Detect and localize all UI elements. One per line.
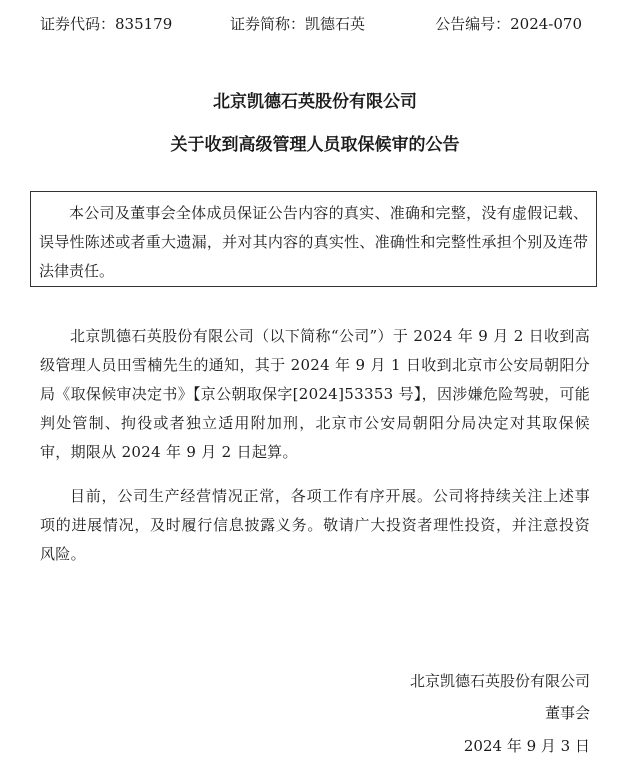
- paragraph-text: 北京凯德石英股份有限公司（以下简称“公司”）于 2024 年 9 月 2 日收到高级管理人员田雪楠先生的通知，其于 2024 年 9 月 1 日收到北京市公安局朝阳分局《取保候审决定书》【京公朝取保字[2024]53353 号】，因涉嫌危险驾驶，可能判处管制、拘役或者独立适用附加刑，北京市公安局朝阳分局决定对其取保候审，期限从 2024 年 9 月 2 日起算。: [40, 327, 590, 461]
- paragraph-text: 目前，公司生产经营情况正常，各项工作有序开展。公司将持续关注上述事项的进展情况，及时履行信息披露义务。敬请广大投资者理性投资，并注意投资风险。: [40, 487, 590, 563]
- disclaimer-text: 本公司及董事会全体成员保证公告内容的真实、准确和完整，没有虚假记载、误导性陈述或者重大遗漏，并对其内容的真实性、准确性和完整性承担个别及连带法律责任。: [39, 204, 588, 280]
- body-paragraph-2: [40, 482, 590, 569]
- signature-board: 董事会: [544, 704, 590, 722]
- announcement-title: 关于收到高级管理人员取保候审的公告: [170, 135, 460, 155]
- signature-company: 北京凯德石英股份有限公司: [409, 672, 590, 690]
- security-code: 证券代码：835179: [40, 15, 173, 33]
- company-title: 北京凯德石英股份有限公司: [213, 92, 417, 112]
- disclaimer-box: [30, 191, 597, 287]
- body-paragraph-1: [40, 322, 590, 467]
- security-name: 证券简称：凯德石英: [230, 15, 366, 33]
- announcement-number: 公告编号：2024-070: [435, 15, 582, 33]
- signature-date: 2024 年 9 月 3 日: [463, 737, 590, 755]
- document-header: [40, 13, 582, 35]
